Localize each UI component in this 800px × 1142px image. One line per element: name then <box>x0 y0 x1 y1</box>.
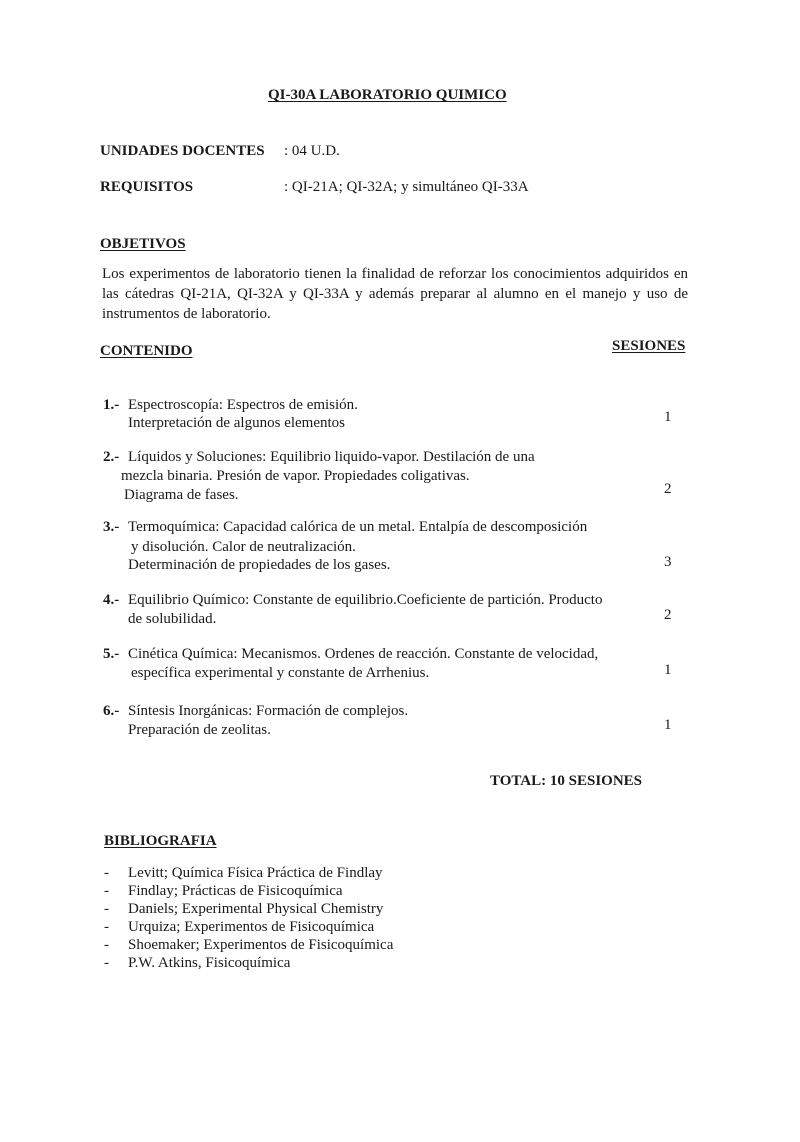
item-sessions: 1 <box>664 717 672 733</box>
item-text-line: Síntesis Inorgánicas: Formación de complejos. <box>128 703 409 719</box>
requisitos-label: REQUISITOS <box>100 179 194 195</box>
item-text-line: Determinación de propiedades de los gases. <box>128 557 391 573</box>
item-sessions: 2 <box>664 481 672 497</box>
item-text-line: Espectroscopía: Espectros de emisión. <box>128 397 358 413</box>
bibliography-text: Shoemaker; Experimentos de Fisicoquímica <box>128 937 394 953</box>
item-text-line: mezcla binaria. Presión de vapor. Propiedades coligativas. <box>121 468 470 484</box>
bullet-dash: - <box>104 919 109 935</box>
item-sessions: 1 <box>664 409 672 425</box>
bibliography-item <box>104 918 393 936</box>
item-text-line: Preparación de zeolitas. <box>128 722 271 738</box>
document-title: QI-30A LABORATORIO QUIMICO <box>268 87 507 103</box>
unidades-label: UNIDADES DOCENTES <box>100 143 265 159</box>
bibliography-item <box>104 900 393 918</box>
item-text-line: Líquidos y Soluciones: Equilibrio liquido-vapor. Destilación de una <box>128 449 535 465</box>
bullet-dash: - <box>104 865 109 881</box>
item-number: 4.- <box>103 592 120 608</box>
objetivos-text: Los experimentos de laboratorio tienen la finalidad de reforzar los conocimientos adquiridos en las cátedras QI-21A, QI-32A y QI-33A y además preparar al alumno en el manejo y uso de instrumentos de laboratorio. <box>102 266 688 322</box>
item-text-line: específica experimental y constante de Arrhenius. <box>131 665 430 681</box>
item-sessions: 3 <box>664 554 672 570</box>
bullet-dash: - <box>104 955 109 971</box>
item-text-line: y disolución. Calor de neutralización. <box>131 539 356 555</box>
bibliography-text: P.W. Atkins, Fisicoquímica <box>128 955 291 971</box>
item-text-line: Diagrama de fases. <box>124 487 239 503</box>
bullet-dash: - <box>104 883 109 899</box>
bibliography-item <box>104 954 393 972</box>
bibliography-item <box>104 882 393 900</box>
item-sessions: 1 <box>664 662 672 678</box>
contenido-heading: CONTENIDO <box>100 343 193 359</box>
unidades-value: : 04 U.D. <box>284 143 340 159</box>
bibliography-text: Urquiza; Experimentos de Fisicoquímica <box>128 919 375 935</box>
bullet-dash: - <box>104 901 109 917</box>
item-number: 3.- <box>103 519 120 535</box>
item-number: 6.- <box>103 703 120 719</box>
bibliography-item <box>104 864 393 882</box>
bibliography-text: Levitt; Química Física Práctica de Findlay <box>128 865 383 881</box>
item-text-line: Cinética Química: Mecanismos. Ordenes de reacción. Constante de velocidad, <box>128 646 599 662</box>
bibliography-item <box>104 936 393 954</box>
item-number: 1.- <box>103 397 120 413</box>
item-text-line: Equilibrio Químico: Constante de equilibrio.Coeficiente de partición. Producto <box>128 592 603 608</box>
item-number: 5.- <box>103 646 120 662</box>
item-text-line: Termoquímica: Capacidad calórica de un metal. Entalpía de descomposición <box>128 519 588 535</box>
bullet-dash: - <box>104 937 109 953</box>
bibliografia-heading: BIBLIOGRAFIA <box>104 833 217 849</box>
item-sessions: 2 <box>664 607 672 623</box>
item-number: 2.- <box>103 449 120 465</box>
item-text-line: de solubilidad. <box>128 611 217 627</box>
bibliography-text: Findlay; Prácticas de Fisicoquímica <box>128 883 343 899</box>
bibliography-text: Daniels; Experimental Physical Chemistry <box>128 901 384 917</box>
item-text-line: Interpretación de algunos elementos <box>128 415 346 431</box>
sesiones-heading: SESIONES <box>612 338 686 354</box>
bibliografia-list <box>104 864 393 972</box>
requisitos-value: : QI-21A; QI-32A; y simultáneo QI-33A <box>284 179 529 195</box>
total-sessions: TOTAL: 10 SESIONES <box>490 773 642 789</box>
objetivos-heading: OBJETIVOS <box>100 236 186 252</box>
